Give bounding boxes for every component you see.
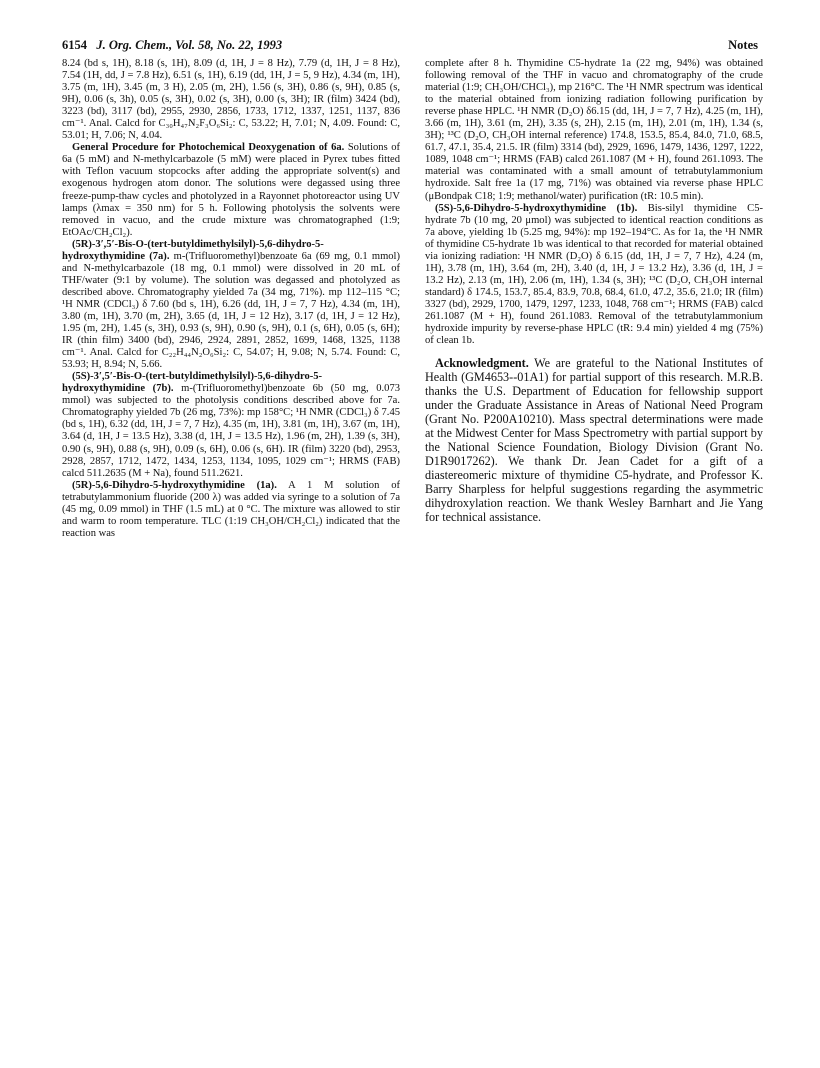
header-left bbox=[62, 38, 282, 53]
paragraph-text: m-(Trifluoromethyl)benzoate 6b (50 mg, 0.073 mmol) was subjected to the photolysis conditions described above for 7a. Chromatography yielded 7b (26 mg, 73%): mp 158°C; ¹H NMR (CDCl₃) δ 7.45 (bd s, 1H), 6.32 (dd, 1H, J = 7, 7 Hz), 4.35 (m, 1H), 3.81 (m, 1H), 3.67 (m, 1H), 3.64 (d, 1H, J = 13.5 Hz), 3.38 (d, 1H, J = 13.5 Hz), 1.96 (m, 2H), 1.39 (s, 3H), 0.90 (s, 9H), 0.88 (s, 9H), 0.09 (s, 6H), 0.06 (s, 6H). IR (film) 3220 (bd), 2953, 2928, 2857, 1712, 1472, 1434, 1253, 1134, 1095, 1029 cm⁻¹; HRMS (FAB) calcd 511.2635 (M + Na), found 511.2621. bbox=[62, 383, 400, 479]
page-header bbox=[62, 38, 758, 56]
paragraph-compound-7b bbox=[62, 371, 400, 479]
paragraph-heading: (5S)-3′,5′-Bis-O-(tert-butyldimethylsilyl)-5,6-dihydro-5-hydroxythymidine (7b). bbox=[62, 371, 323, 395]
paragraph-heading: (5S)-5,6-Dihydro-5-hydroxythymidine (1b). bbox=[435, 202, 638, 214]
paragraph-heading: (5R)-5,6-Dihydro-5-hydroxythymidine (1a). bbox=[72, 479, 277, 491]
paragraph-heading: General Procedure for Photochemical Deoxygenation of 6a. bbox=[72, 142, 345, 154]
paragraph-text: Bis-silyl thymidine C5-hydrate 7b (10 mg, 20 μmol) was subjected to identical reaction conditions as 7a above, yielding 1b (5.25 mg, 94%): mp 192–194°C. As for 1a, the ¹H NMR of thymidine C5-hydrate 1b was identical to that recorded for material obtained via ionizing radiation: ¹H NMR (D₂O) δ 6.15 (dd, 1H, J = 7, 7 Hz), 4.24 (m, 1H), 3.78 (m, 1H), 3.64 (m, 2H), 3.40 (d, 1H, J = 13.2 Hz), 3.36 (d, 1H, J = 13.2 Hz), 2.13 (m, 1H), 2.06 (m, 1H), 1.34 (s, 3H); ¹³C (D₂O, CH₃OH internal standard) δ 174.5, 153.7, 85.4, 83.9, 70.8, 68.4, 61.0, 47.2, 35.6, 21.0; IR (film) 3327 (bd), 2929, 1700, 1479, 1297, 1233, 1048, 768 cm⁻¹; HRMS (FAB) calcd 261.1087 (M + H), found 261.1083. Removal of the tetrabutylammonium hydroxide impurity by reverse-phase HPLC (tR: 9.4 min) yielded 4 mg (75%) of clean 1b. bbox=[425, 202, 764, 347]
acknowledgment-text: We are grateful to the National Institutes of Health (GM4653-‑01A1) for partial support of this research. M.R.B. thanks the U.S. Department of Education for fellowship support under the Graduate Assistance in Areas of National Need Program (Grant No. P200A10210). Mass spectral determinations were made at the Midwest Center for Mass Spectrometry with partial support by the National Science Foundation, Biology Division (Grant No. D1R9017262). We thank Dr. Jean Cadet for a gift of a diastereomeric mixture of thymidine C5-hydrate, and Professor K. Barry Sharpless for helpful suggestions regarding the asymmetric dihydroxylation reaction. We thank Wesley Barnhart and Jie Yang for technical assistance. bbox=[425, 356, 764, 525]
paragraph-nmr-continuation bbox=[62, 58, 400, 142]
left-column bbox=[62, 58, 400, 540]
paragraph-1a-continuation bbox=[425, 58, 763, 203]
paragraph-text: 8.24 (bd s, 1H), 8.18 (s, 1H), 8.09 (d, 1H, J = 8 Hz), 7.79 (d, 1H, J = 8 Hz), 7.54 (1H, dd, J = 7.8 Hz), 6.51 (s, 1H), 6.19 (dd, 1H, J = 5, 9 Hz), 4.34 (m, 1H), 3.75 (m, 1H), 3.45 (m, 3 H), 2.05 (m, 2H), 1.56 (s, 3H), 0.86 (s, 9H), 0.85 (s, 9H), 0.06 (s, 3h), 0.05 (s, 3H), 0.02 (s, 3H), 0.00 (s, 3H); IR (film) 3424 (bd), 3223 (bd), 3117 (bd), 2955, 2930, 2856, 1733, 1712, 1337, 1251, 1137, 836 cm⁻¹. Anal. Calcd for C₃₀H₄₇N₂F₃O₆Si₂: C, 53.22; H, 7.01; N, 4.09. Found: C, 53.01; H, 7.06; N, 4.04. bbox=[62, 58, 400, 142]
paragraph-compound-1a bbox=[62, 480, 400, 540]
acknowledgment-heading: Acknowledgment. bbox=[435, 356, 529, 371]
paragraph-compound-7a bbox=[62, 239, 400, 372]
paragraph-general-procedure bbox=[62, 142, 400, 238]
right-column bbox=[425, 58, 763, 524]
paragraph-text: m-(Trifluoromethyl)benzoate 6a (69 mg, 0.1 mmol) and N-methylcarbazole (18 mg, 0.1 mmol) were dissolved in 20 mL of THF/water (9:1 by volume). The solution was degassed and photolyzed as described above. Chromatography yielded 7a (34 mg, 71%). mp 112–115 °C; ¹H NMR (CDCl₃) δ 7.60 (bd s, 1H), 6.26 (dd, 1H, J = 7, 7 Hz), 4.34 (m, 1H), 3.80 (m, 1H), 3.70 (m, 2H), 3.65 (d, 1H, J = 12 Hz), 3.17 (d, 1H, J = 12 Hz), 1.95 (m, 2H), 1.45 (s, 3H), 0.93 (s, 9H), 0.90 (s, 9H), 0.1 (s, 6H), 0.05 (s, 6H); IR (thin film) 3400 (bd), 2946, 2924, 2891, 2852, 1699, 1468, 1325, 1138 cm⁻¹. Anal. Calcd for C₂₂H₄₄N₂O₆Si₂: C, 54.07; H, 9.08; N, 5.74. Found: C, 53.93; H, 8.94; N, 5.66. bbox=[62, 250, 400, 371]
journal-citation: J. Org. Chem., Vol. 58, No. 22, 1993 bbox=[96, 38, 283, 52]
paragraph-compound-1b bbox=[425, 203, 763, 348]
paragraph-heading: (5R)-3′,5′-Bis-O-(tert-butyldimethylsilyl)-5,6-dihydro-5-hydroxythymidine (7a). bbox=[62, 238, 324, 262]
paragraph-text: complete after 8 h. Thymidine C5-hydrate 1a (22 mg, 94%) was obtained following removal of the THF in vacuo and chromatography of the crude material (1:9; CH₃OH/CHCl₃), mp 216°C. The ¹H NMR spectrum was identical to the material obtained from ionizing radiation following purification by reverse phase HPLC. ¹H NMR (D₂O) δ6.15 (dd, 1H, J = 7, 7 Hz), 4.25 (m, 1H), 3.66 (m, 1H), 3.61 (m, 2H), 3.35 (s, 2H), 2.15 (m, 1H), 2.01 (m, 1H), 1.34 (s, 3H); ¹³C (D₂O, CH₃OH internal reference) 174.8, 153.5, 85.4, 84.0, 71.0, 68.5, 61.7, 47.1, 35.4, 21.5. IR (film) 3314 (bd), 2929, 1696, 1479, 1436, 1297, 1222, 1089, 1048 cm⁻¹; HRMS (FAB) calcd 261.1087 (M + H), found 261.1093. The material was contaminated with a small amount of tetrabutylammonium hydroxide. Salt free 1a (17 mg, 71%) was obtained via reverse phase HPLC (μBondpak C18; 1:9; methanol/water) purification (tR: 10.5 min). bbox=[425, 58, 763, 202]
page-number: 6154 bbox=[62, 38, 87, 52]
section-label: Notes bbox=[728, 38, 758, 52]
acknowledgment-paragraph bbox=[425, 356, 763, 524]
paragraph-text: Solutions of 6a (5 mM) and N-methylcarbazole (5 mM) were placed in Pyrex tubes fitted with Teflon vacuum stopcocks after adding the appropriate solvent(s) and exogenous hydrogen atom donor. The solutions were degassed using three freeze-pump-thaw cycles and photolyzed in a Rayonnet photoreactor using UV lamps (λmax = 350 nm) for 5 h. Following photolysis the solvents were removed in vacuo, and the crude mixture was chromatographed (1:9; EtOAc/CH₂Cl₂). bbox=[62, 142, 400, 238]
paragraph-text: A 1 M solution of tetrabutylammonium fluoride (200 λ) was added via syringe to a solution of 7a (45 mg, 0.09 mmol) in THF (1.5 mL) at 0 °C. The mixture was allowed to stir and warm to room temperature. TLC (1:19 CH₃OH/CH₂Cl₂) indicated that the reaction was bbox=[62, 479, 400, 539]
